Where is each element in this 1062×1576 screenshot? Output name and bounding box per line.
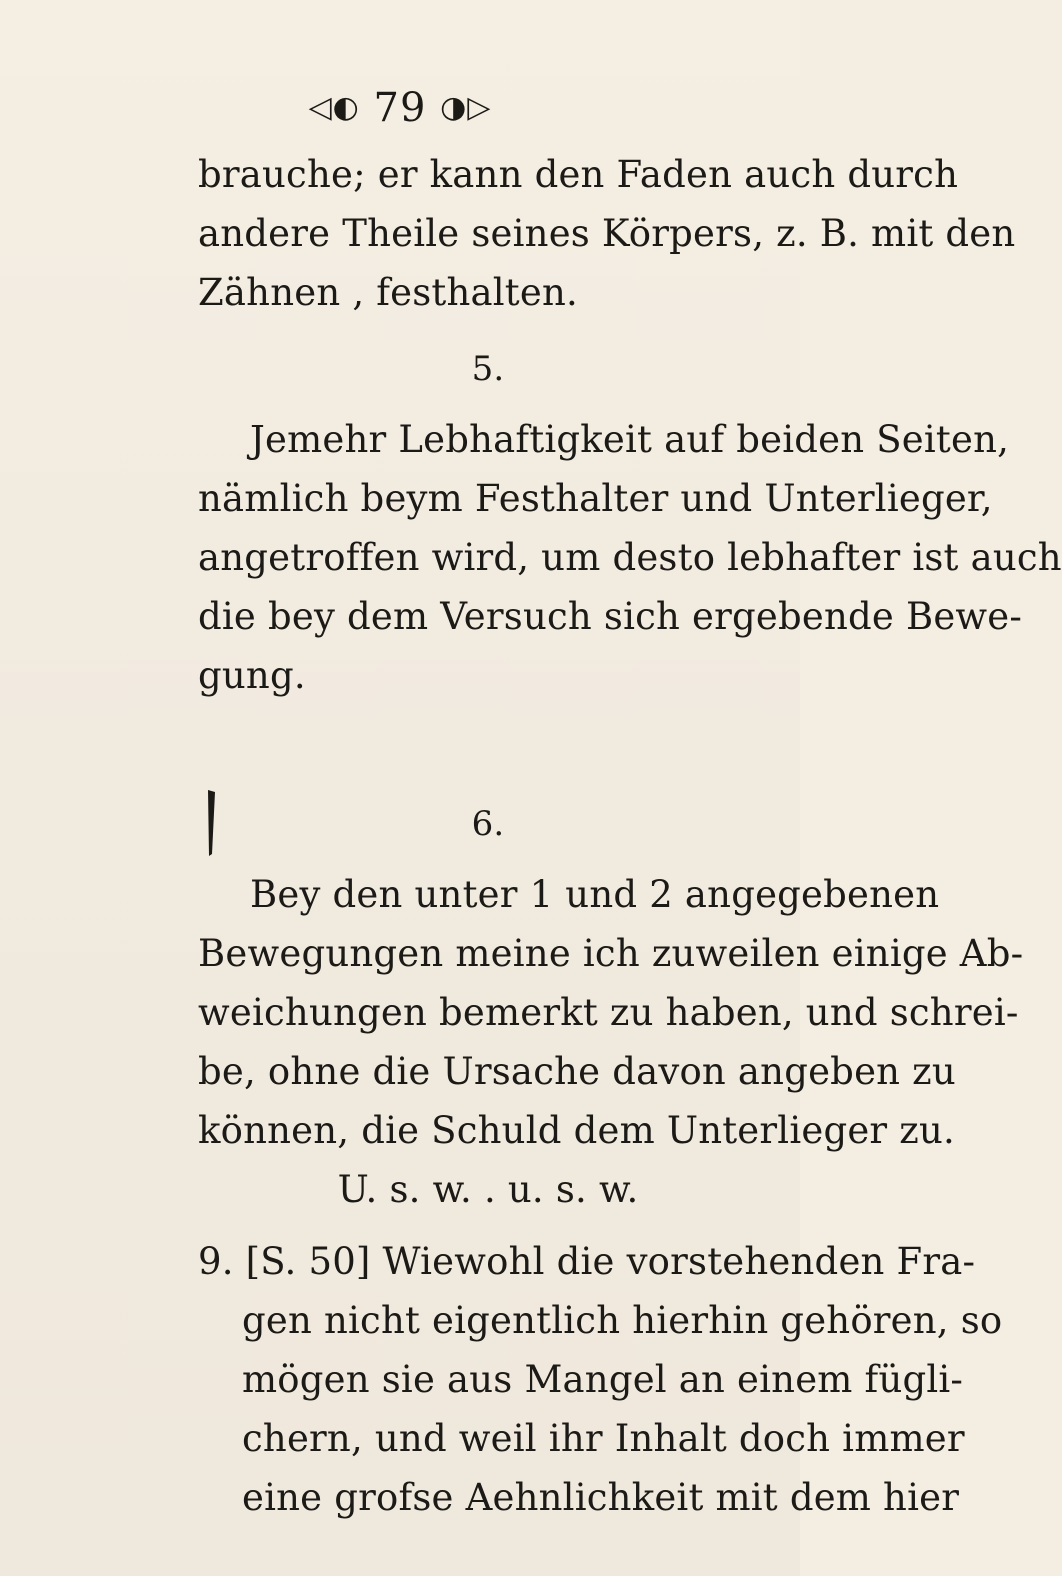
section-5-paragraph [198,410,1062,705]
intro-paragraph [198,145,1016,322]
text-line: 9. [S. 50] Wiewohl die vorstehenden Fra- [198,1240,976,1283]
text-line: chern, und weil ihr Inhalt doch immer [242,1417,965,1460]
text-line: die bey dem Versuch sich ergebende Bewe- [198,595,1023,638]
text-line: brauche; er kann den Faden auch durch [198,153,959,196]
text-line: eine grofse Aehnlichkeit mit dem hier [242,1476,960,1519]
text-line: andere Theile seines Körpers, z. B. mit den [198,212,1016,255]
section-6-closing: U. s. w. . u. s. w. [337,1168,639,1211]
text-line: Bey den unter 1 und 2 angegebenen [250,873,940,916]
section-5-number: 5. [471,349,505,389]
page-header [0,85,800,131]
text-line: gen nicht eigentlich hierhin gehören, so [242,1299,1003,1342]
text-line: mögen sie aus Mangel an einem fügli- [242,1358,964,1401]
text-line: nämlich beym Festhalter und Unterlieger, [198,477,993,520]
text-line: be, ohne die Ursache davon angeben zu [198,1050,956,1093]
text-line: angetroffen wird, um desto lebhafter ist auch [198,536,1062,579]
section-6-paragraph [198,865,1024,1160]
section-6-number: 6. [471,804,505,844]
text-line: Bewegungen meine ich zuweilen einige Ab- [198,932,1024,975]
left-ornament: ◁◐ [308,90,360,125]
text-line: können, die Schuld dem Unterlieger zu. [198,1109,955,1152]
text-line: weichungen bemerkt zu haben, und schrei- [198,991,1019,1034]
text-line: Jemehr Lebhaftigkeit auf beiden Seiten, [250,418,1010,461]
text-line: Zähnen , festhalten. [198,271,578,314]
text-line: gung. [198,654,306,697]
page-number: 79 [373,85,427,131]
right-ornament: ◑▷ [440,90,492,125]
section-9-paragraph [198,1232,1003,1527]
